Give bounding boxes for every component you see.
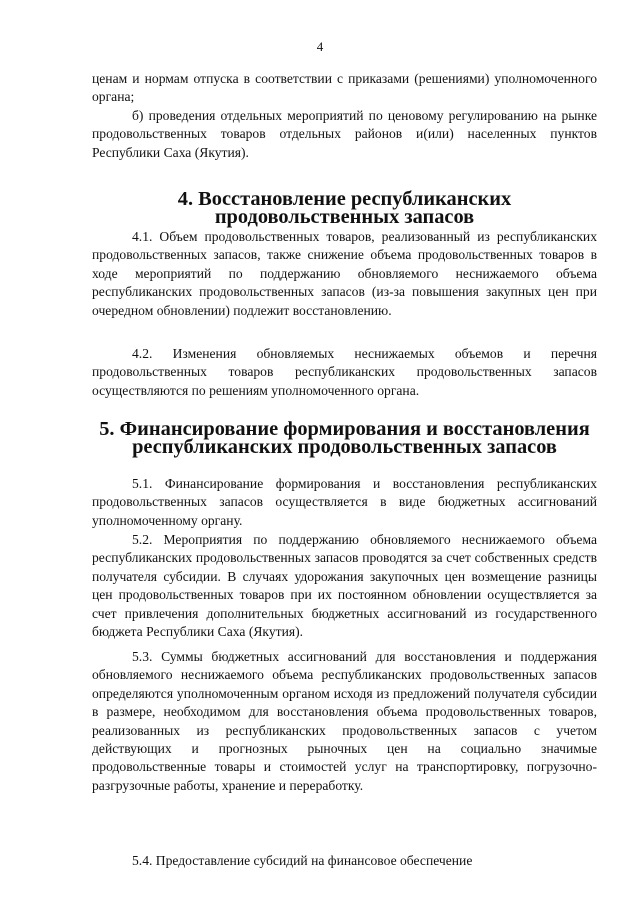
paragraph-4-2: 4.2. Изменения обновляемых неснижаемых объемов и перечня продовольственных товаров республиканских продовольственных запасов осуществляются по решениям уполномоченного органа.: [92, 346, 597, 398]
paragraph-item-b: б) проведения отдельных мероприятий по ценовому регулированию на рынке продовольственных товаров отдельных районов и(или) населенных пунктов Республики Саха (Якутия).: [92, 108, 597, 160]
paragraph-5-2: 5.2. Мероприятия по поддержанию обновляемого неснижаемого объема республиканских продовольственных запасов проводятся за счет собственных средств получателя субсидии. В случаях удорожания закупочных цен возмещение разницы цен продовольственных товаров при их постоянном обновлении осуществляется за счет привлечения дополнительных бюджетных ассигнований из государственного бюджета Республики Саха (Якутия).: [92, 532, 597, 640]
section-heading-5-line-1: 5. Финансирование формирования и восстановления: [99, 418, 590, 440]
page-number: 4: [316, 39, 324, 54]
paragraph-5-1: 5.1. Финансирование формирования и восстановления республиканских продовольственных запасов осуществляется в виде бюджетных ассигнований уполномоченному органу.: [92, 476, 597, 528]
paragraph-continuation: ценам и нормам отпуска в соответствии с приказами (решениями) уполномоченного органа;: [92, 71, 597, 105]
paragraph-5-3: 5.3. Суммы бюджетных ассигнований для восстановления и поддержания обновляемого неснижаемого объема республиканских продовольственных запасов определяются уполномоченным органом исходя из предложений получателя субсидии в размере, необходимом для восстановления объема продовольственных товаров, реализованных из республиканских продовольственных запасов с учетом действующих и прогнозных рыночных цен на социально значимые продовольственные товары и стоимостей услуг на транспортировку, погрузочно-разгрузочные работы, хранение и переработку.: [92, 649, 597, 793]
paragraph-5-4: 5.4. Предоставление субсидий на финансовое обеспечение: [132, 853, 473, 868]
section-heading-5-line-2: республиканских продовольственных запасов: [132, 436, 557, 458]
section-heading-4: 4. Восстановление республиканских продовольственных запасов: [177, 188, 512, 229]
paragraph-4-1: 4.1. Объем продовольственных товаров, реализованный из республиканских продовольственных запасов, также снижение объема продовольственных товаров в ходе мероприятий по поддержанию обновляемого неснижаемого объема республиканских продовольственных запасов (из-за повышения закупных цен при очередном обновлении) подлежит восстановлению.: [92, 229, 597, 318]
